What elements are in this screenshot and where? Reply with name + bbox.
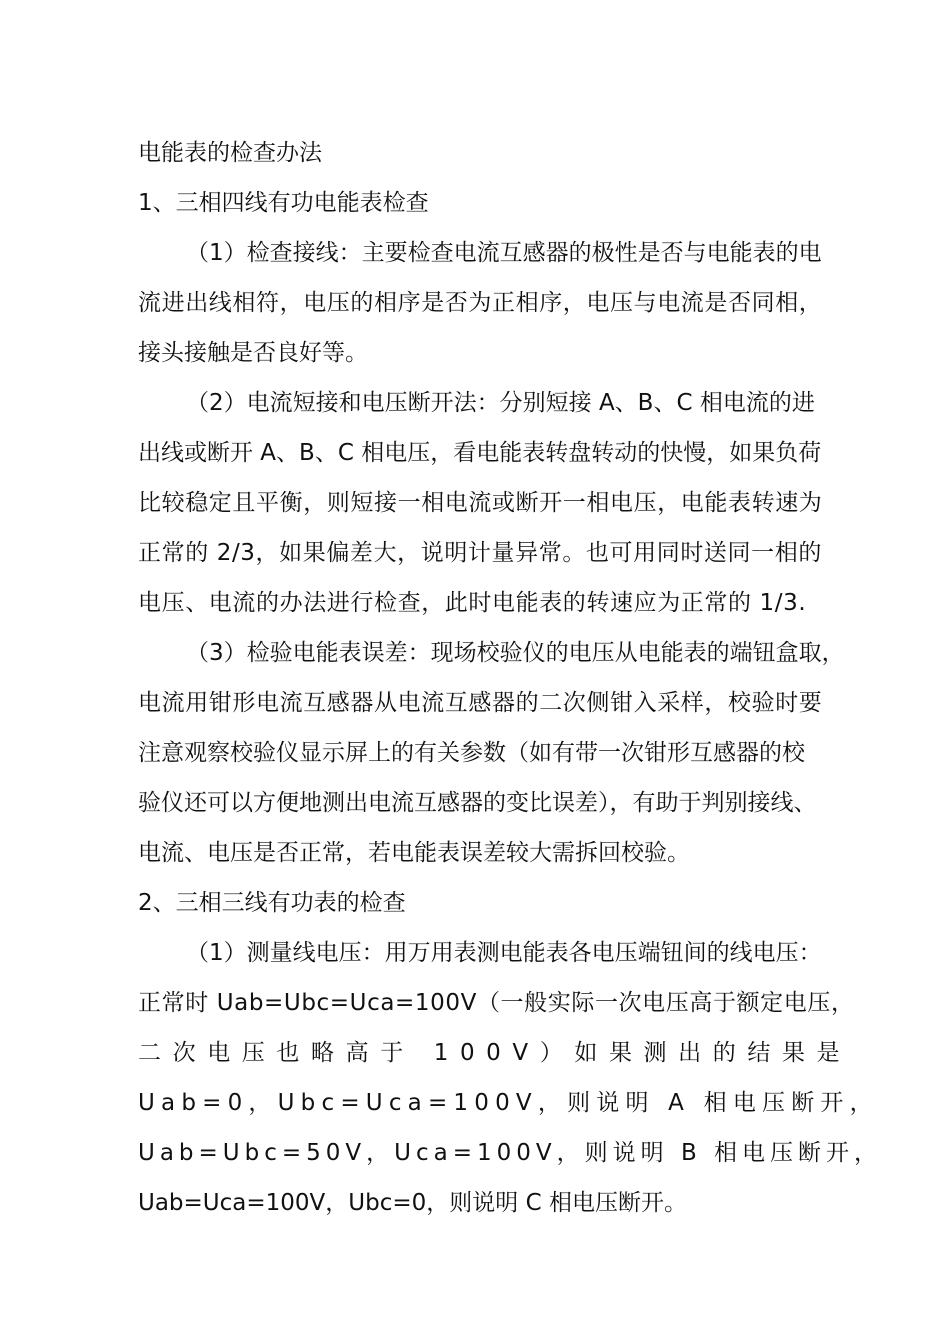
paragraph-2-1-line-6: Uab=Uca=100V，Ubc=0，则说明 C 相电压断开。 [138,1190,687,1216]
paragraph-1-3-line-5: 电流、电压是否正常，若电能表误差较大需拆回校验。 [138,840,690,866]
paragraph-1-3-line-4: 验仪还可以方便地测出电流互感器的变比误差），有助于判别接线、 [138,790,817,816]
paragraph-1-1-line-3: 接头接触是否良好等。 [138,340,368,366]
paragraph-1-2-line-4: 正常的 2/3，如果偏差大，说明计量异常。也可用同时送同一相的 [138,540,822,566]
paragraph-2-1-line-2: 正常时 Uab=Ubc=Uca=100V（一般实际一次电压高于额定电压， [138,990,855,1016]
paragraph-1-3-line-1: （3）检验电能表误差：现场校验仪的电压从电能表的端钮盒取， [186,640,845,666]
paragraph-2-1-line-5: Uab=Ubc=50V，Uca=100V，则说明 B 相电压断开， [138,1140,883,1166]
paragraph-1-1-line-2: 流进出线相符，电压的相序是否为正相序，电压与电流是否同相， [138,290,823,316]
section-heading-2: 2、三相三线有功表的检查 [138,890,406,916]
paragraph-1-2-line-3: 比较稳定且平衡，则短接一相电流或断开一相电压，电能表转速为 [138,490,823,516]
paragraph-1-3-line-3: 注意观察校验仪显示屏上的有关参数（如有带一次钳形互感器的校 [138,740,805,766]
paragraph-1-3-line-2: 电流用钳形电流互感器从电流互感器的二次侧钳入采样，校验时要 [138,690,823,716]
paragraph-1-2-line-5: 电压、电流的办法进行检查，此时电能表的转速应为正常的 1/3. [138,590,807,616]
document-body [138,128,883,1228]
document-title: 电能表的检查办法 [138,140,322,166]
paragraph-2-1-line-1: （1）测量线电压：用万用表测电能表各电压端钮间的线电压： [186,940,822,966]
paragraph-2-1-line-4: Uab=0，Ubc=Uca=100V，则说明 A 相电压断开， [138,1090,879,1116]
paragraph-2-1-line-3: 二次电压也略高于 100V）如果测出的结果是 [138,1040,852,1066]
paragraph-1-2-line-2: 出线或断开 A、B、C 相电压，看电能表转盘转动的快慢，如果负荷 [138,440,822,466]
paragraph-1-2-line-1: （2）电流短接和电压断开法：分别短接 A、B、C 相电流的进 [186,390,815,416]
paragraph-1-1-line-1: （1）检查接线：主要检查电流互感器的极性是否与电能表的电 [186,240,822,266]
section-heading-1: 1、三相四线有功电能表检查 [138,190,429,216]
